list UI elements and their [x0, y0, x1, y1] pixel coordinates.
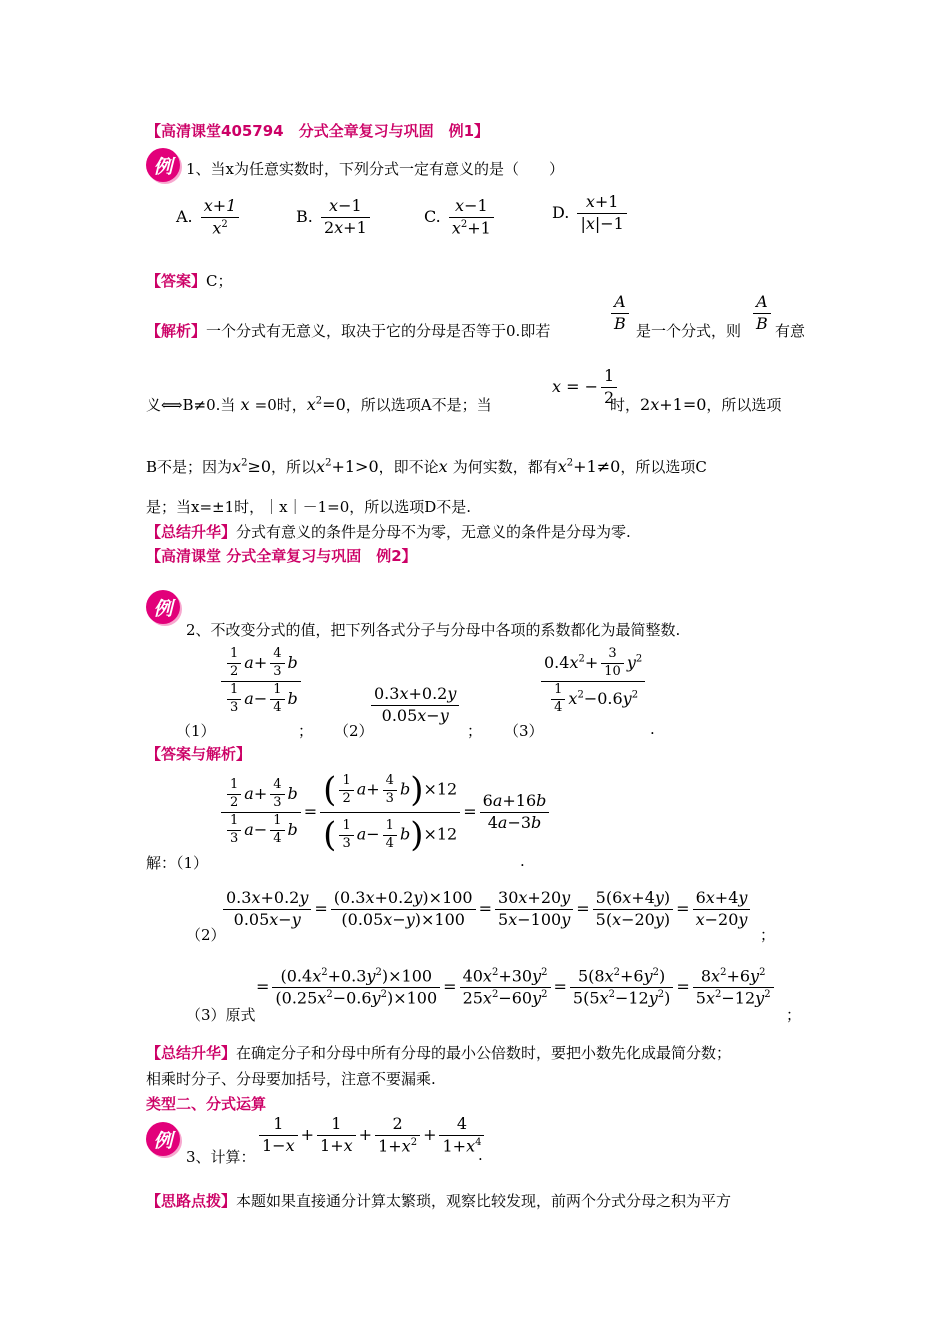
analysis-1-text-g: 时，: [610, 396, 641, 414]
question-3-period: .: [478, 1146, 483, 1164]
q2-semicolon-1: ；: [298, 722, 314, 740]
solution-1-expr: $\frac{1}{2}$ a+ $\frac{4}{3}$ b $\frac{1}{3}$ a− $\frac{1}{4}$ b = ( $\frac{1}{2}$ a+ $\frac{4}{3}$ b)×12 ( $\frac{1}{3}$ a− $\frac{1}{4}$ b)×12 = $\frac{6a+16b}{4a-3b}$: [218, 768, 552, 857]
q2-part-1-label: （1）: [176, 722, 216, 740]
answer-2-solution-label: 解：（1）: [146, 854, 209, 872]
analysis-1-line-4: 是；当x=±1时，｜x｜－1=0，所以选项D不是.: [146, 498, 472, 516]
analysis-1-text-m: ，所以选项C: [620, 458, 707, 476]
analysis-1-text-h: ，所以选项: [706, 396, 782, 414]
summary-1-text: 分式有意义的条件是分母不为零，无意义的条件是分母为零.: [236, 523, 631, 541]
summary-2-label: 【总结升华】: [146, 1044, 237, 1062]
question-2-stem: 2、不改变分式的值，把下列各式分子与分母中各项的系数都化为最简整数.: [186, 621, 681, 639]
q2-semicolon-2: ；: [467, 722, 483, 740]
summary-1-label: 【总结升华】: [146, 523, 237, 541]
solution-2-semicolon: ；: [760, 926, 776, 944]
hint-label: 【思路点拨】: [146, 1192, 237, 1210]
q2-part-3-label: （3）: [504, 722, 544, 740]
analysis-1-text-f: ，所以选项A不是；当: [345, 396, 492, 414]
question-3-expr: $\frac{1}{1-x}$ + $\frac{1}{1+x}$ + $\frac{2}{1+x^2}$ + $\frac{4}{1+x^4}$: [256, 1114, 487, 1157]
hint-text: 本题如果直接通分计算太繁琐，观察比较发现，前两个分式分母之积为平方: [236, 1192, 732, 1210]
analysis-1-text-l: 为何实数，都有: [452, 458, 558, 476]
analysis-1-text-b: 是一个分式，则: [636, 322, 742, 340]
question-1-stem: 1、当x为任意实数时，下列分式一定有意义的是（ ）: [186, 160, 565, 178]
summary-2-text-2: 相乘时分子、分母要加括号，注意不要漏乘.: [146, 1070, 436, 1088]
analysis-1-line-2b: 时，2x+1=0，所以选项: [610, 395, 782, 414]
analysis-1-text-d: 义⟺B≠0.当: [146, 396, 236, 414]
q1-options: A. $\frac{x+1}{x^2}$: [176, 196, 242, 239]
q2-expr-2: $\frac{0.3x+0.2y}{0.05x-y}$: [368, 684, 462, 727]
analysis-1-text-e: =0时，: [254, 396, 307, 414]
q2-part-2-label: （2）: [334, 722, 374, 740]
analysis-1-line-3: B不是；因为$x^2\ge 0$，所以$x^2+1>0$，即不论x 为何实数，都有$x^2+1\ne 0$，所以选项C: [146, 457, 707, 476]
example-badge-2: 例: [146, 590, 180, 624]
analysis-1-line-2: 义⟺B≠0.当 x =0时，$x^2=0$，所以选项A不是；当: [146, 395, 492, 414]
solution-3-label: （3）原式: [186, 1006, 256, 1024]
solution-2-label: （2）: [186, 926, 226, 944]
example-badge-1: 例: [146, 148, 180, 182]
analysis-1-text-a: 一个分式有无意义，取决于它的分母是否等于0.即若: [206, 322, 551, 340]
answer-1-text: C；: [206, 272, 233, 290]
q1-option-c-label: C.: [424, 206, 441, 226]
q2-period: .: [650, 720, 655, 738]
section-heading-2: 【高清课堂 分式全章复习与巩固 例2】: [146, 547, 417, 565]
solution-1-period: .: [520, 852, 525, 870]
type-2-heading: 类型二、分式运算: [146, 1095, 267, 1113]
fraction-a-over-b-1: $\frac{A}{B}$: [608, 292, 632, 335]
answer-1: [146, 270, 233, 291]
analysis-1-line-1: [146, 320, 550, 341]
q1-option-a-label: A.: [176, 206, 193, 226]
x-equals-neg-half: x = − $\frac{1}{2}$: [552, 366, 620, 409]
analysis-1-text-i: B不是；因为: [146, 458, 233, 476]
q2-expr-3: $0.4x^2+$ $\frac{3}{10}$ $y^2$ $\frac{1}{4}$ $x^2-0.6y^2$: [538, 646, 648, 717]
q1-option-c: C. $\frac{x-1}{x^2+1}$: [424, 196, 497, 239]
section-heading-1: 【高清课堂405794 分式全章复习与巩固 例1】: [146, 122, 490, 140]
answer-1-label: 【答案】: [146, 272, 207, 290]
analysis-1-text-j: ，所以: [271, 458, 317, 476]
solution-2-expr: $\frac{0.3x+0.2y}{0.05x-y}$ = $\frac{(0.3x+0.2y)\times 100}{(0.05x-y)\times 100}$ = $\frac{30x+20y}{5x-100y}$ = $\frac{5(6x+4y)}{5(x-20y)}$ = $\frac{6x+4y}{x-20y}$: [220, 888, 753, 931]
fraction-a-over-b-2: $\frac{A}{B}$: [750, 292, 774, 335]
question-3-stem: 3、计算：: [186, 1148, 256, 1166]
analysis-1-text-c: 有意: [775, 322, 806, 340]
q1-option-b-label: B.: [296, 206, 313, 226]
q2-expr-1: $\frac{1}{2}$ a+ $\frac{4}{3}$ b $\frac{1}{3}$ a− $\frac{1}{4}$ b: [218, 646, 304, 717]
analysis-1-text-k: ，即不论: [378, 458, 439, 476]
summary-2-line-1: [146, 1042, 731, 1063]
answer-2-label: 【答案与解析】: [146, 745, 252, 763]
solution-3-semicolon: ；: [786, 1006, 802, 1024]
hint: [146, 1190, 731, 1211]
solution-3-expr: = $\frac{(0.4x^2+0.3y^2)\times 100}{(0.25x^2-0.6y^2)\times 100}$ = $\frac{40x^2+30y^2}{25x^2-60y^2}$ = $\frac{5(8x^2+6y^2)}{5(5x^2-12y^2)}$ = $\frac{8x^2+6y^2}{5x^2-12y^2}$: [256, 966, 777, 1009]
q1-option-b: B. $\frac{x-1}{2x+1}$: [296, 196, 373, 239]
summary-1: [146, 521, 631, 542]
q1-option-d-label: D.: [552, 202, 570, 222]
q1-option-d: D. $\frac{x+1}{|x|-1}$: [552, 192, 630, 235]
summary-2-text-1: 在确定分子和分母中所有分母的最小公倍数时，要把小数先化成最简分数；: [236, 1044, 732, 1062]
analysis-1-label: 【解析】: [146, 322, 207, 340]
example-badge-3: 例: [146, 1122, 180, 1156]
